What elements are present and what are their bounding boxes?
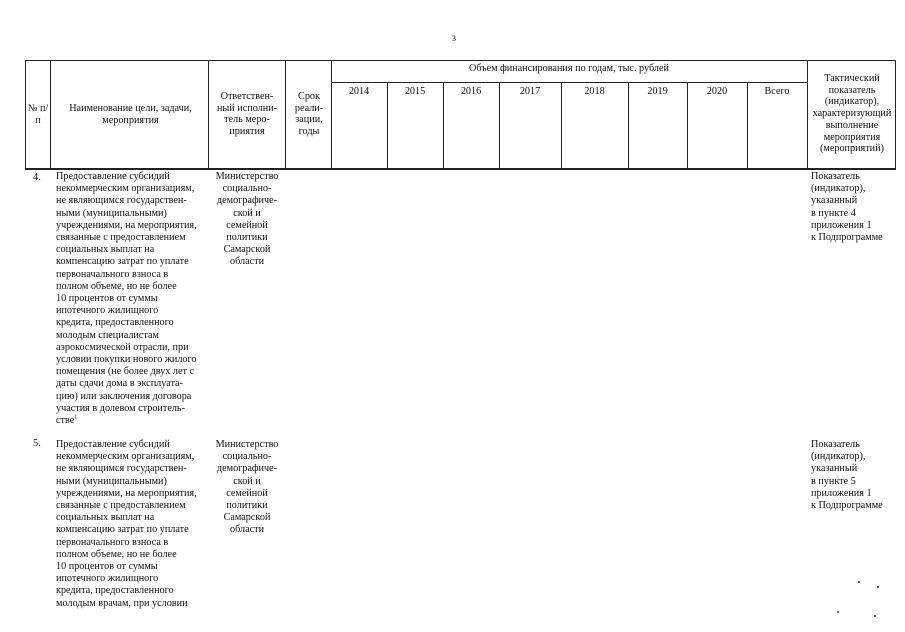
header-year-2017: 2017 bbox=[519, 86, 541, 97]
header-executor: Ответствен-ный исполни-тель меро-приятия bbox=[216, 91, 278, 138]
executor-line: ской и bbox=[233, 207, 261, 219]
name-line: полном объеме, но не более bbox=[56, 548, 177, 560]
name-line: учреждениями, на мероприятия, bbox=[56, 219, 197, 231]
header-funding: Объем финансирования по годам, тыс. рублей bbox=[469, 63, 669, 74]
header-year-2018: 2018 bbox=[584, 86, 605, 97]
executor-line: социально- bbox=[222, 451, 272, 463]
name-line: кредита, предоставленного bbox=[56, 585, 174, 597]
name-line: цию) или заключения договора bbox=[56, 390, 192, 402]
executor-line: социально- bbox=[222, 183, 272, 195]
name-line: 10 процентов от суммы bbox=[56, 293, 158, 305]
row-activity-name bbox=[56, 171, 208, 427]
scan-speck bbox=[877, 586, 879, 588]
executor-line: Министерство bbox=[215, 439, 279, 450]
border-right bbox=[895, 60, 896, 169]
name-line: не являющимся государствен- bbox=[56, 463, 187, 475]
indicator-line: приложения 1 bbox=[811, 487, 872, 499]
name-line: ипотечного жилищного bbox=[56, 305, 159, 317]
indicator-line: указанный bbox=[811, 195, 858, 207]
header-term: Срок реали-зации, годы bbox=[294, 91, 324, 138]
name-line: социальных выплат на bbox=[56, 244, 155, 256]
name-line: ными (муниципальными) bbox=[56, 207, 167, 219]
name-line: даты сдачи дома в эксплуата- bbox=[56, 378, 183, 390]
name-line: первоначального взноса в bbox=[56, 536, 169, 548]
executor-line: Министерство bbox=[215, 171, 279, 182]
row-indicator bbox=[811, 171, 901, 244]
border-total bbox=[807, 60, 808, 169]
footnote-marker: 1 bbox=[74, 414, 78, 421]
header-year-2015: 2015 bbox=[404, 86, 426, 97]
name-line: не являющимся государствен- bbox=[56, 195, 187, 207]
name-line-last bbox=[56, 415, 208, 427]
row-executor bbox=[209, 439, 285, 537]
indicator-line: (индикатор), bbox=[811, 451, 866, 463]
name-line: 10 процентов от суммы bbox=[56, 561, 158, 573]
executor-line: семейной bbox=[226, 487, 268, 499]
name-line: компенсацию затрат по уплате bbox=[56, 256, 189, 268]
name-line: связанные с предоставлением bbox=[56, 500, 186, 512]
name-line: ипотечного жилищного bbox=[56, 573, 159, 585]
indicator-line: указанный bbox=[811, 463, 858, 475]
header-year-2019: 2019 bbox=[647, 86, 668, 97]
row-number: 5. bbox=[33, 438, 41, 449]
border-term bbox=[331, 60, 332, 169]
name-line: кредита, предоставленного bbox=[56, 317, 174, 329]
table-top-border bbox=[25, 60, 896, 61]
name-line: полном объеме, но не более bbox=[56, 280, 177, 292]
indicator-line: в пункте 4 bbox=[811, 207, 856, 219]
header-year-2014: 2014 bbox=[348, 86, 370, 97]
page-number: 3 bbox=[452, 34, 456, 43]
indicator-line: приложения 1 bbox=[811, 219, 872, 231]
scan-speck bbox=[837, 611, 839, 613]
border-left bbox=[25, 60, 26, 169]
executor-line: Самарской bbox=[223, 512, 271, 524]
row-number: 4. bbox=[33, 172, 41, 183]
name-line: условии покупки нового жилого bbox=[56, 354, 197, 366]
funding-subheader-border bbox=[331, 82, 807, 83]
indicator-line: Показатель bbox=[811, 171, 860, 182]
indicator-line: к Подпрограмме bbox=[811, 232, 883, 244]
indicator-line: (индикатор), bbox=[811, 183, 866, 195]
border-num bbox=[50, 60, 51, 169]
name-line: Предоставление субсидий bbox=[56, 171, 170, 182]
scan-speck bbox=[874, 615, 876, 617]
name-line-text: стве bbox=[56, 415, 75, 427]
executor-line: политики bbox=[226, 232, 268, 244]
name-line: ными (муниципальными) bbox=[56, 475, 167, 487]
header-num: № п/п bbox=[27, 103, 49, 126]
name-line: молодым специалистам bbox=[56, 329, 159, 341]
header-year-total: Всего bbox=[764, 86, 790, 97]
indicator-line: Показатель bbox=[811, 439, 860, 450]
name-line: первоначального взноса в bbox=[56, 268, 169, 280]
name-line: социальных выплат на bbox=[56, 512, 155, 524]
header-bottom-border bbox=[25, 168, 896, 170]
border-name bbox=[208, 60, 209, 169]
name-line: компенсацию затрат по уплате bbox=[56, 524, 189, 536]
executor-line: политики bbox=[226, 500, 268, 512]
name-line: Предоставление субсидий bbox=[56, 439, 170, 450]
name-line: молодым врачам, при условии bbox=[56, 597, 188, 609]
header-year-2016: 2016 bbox=[460, 86, 482, 97]
name-line: участия в долевом строитель- bbox=[56, 402, 185, 414]
name-line: аэрокосмической отрасли, при bbox=[56, 341, 189, 353]
executor-line: демографиче- bbox=[216, 463, 278, 475]
executor-line: области bbox=[229, 256, 265, 268]
border-executor bbox=[285, 60, 286, 169]
executor-line: семейной bbox=[226, 219, 268, 231]
name-line: учреждениями, на мероприятия, bbox=[56, 487, 197, 499]
name-line: помещения (не более двух лет с bbox=[56, 366, 195, 378]
name-line: некоммерческим организациям, bbox=[56, 451, 195, 463]
header-indicator: Тактический показатель (индикатор), характеризующий выполнение мероприятия (мероприятий) bbox=[812, 73, 892, 155]
executor-line: области bbox=[229, 524, 265, 536]
header-year-2020: 2020 bbox=[706, 86, 728, 97]
executor-line: демографиче- bbox=[216, 195, 278, 207]
scan-speck bbox=[858, 581, 860, 583]
header-name: Наименование цели, задачи, мероприятия bbox=[69, 103, 192, 126]
name-line: связанные с предоставлением bbox=[56, 232, 186, 244]
indicator-line: в пункте 5 bbox=[811, 475, 856, 487]
indicator-line: к Подпрограмме bbox=[811, 500, 883, 512]
name-line: некоммерческим организациям, bbox=[56, 183, 195, 195]
executor-line: ской и bbox=[233, 475, 261, 487]
executor-line: Самарской bbox=[223, 244, 271, 256]
row-activity-name bbox=[56, 439, 208, 610]
row-executor bbox=[209, 171, 285, 269]
row-indicator bbox=[811, 439, 901, 512]
